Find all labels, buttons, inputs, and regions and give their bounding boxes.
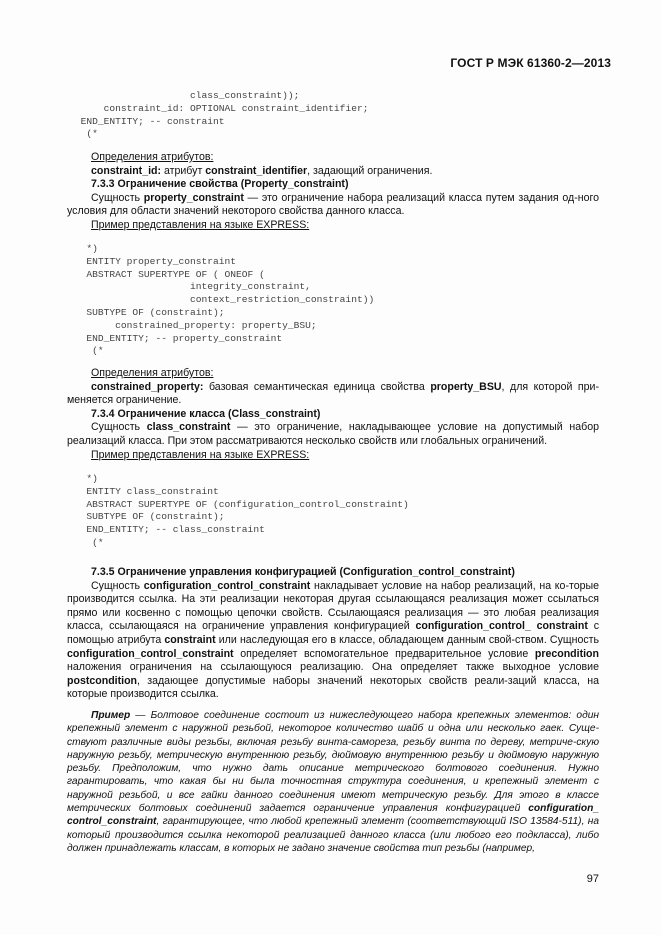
- attributes-block-constraint: [67, 151, 599, 233]
- attr-name: constrained_property:: [91, 380, 204, 393]
- attr-heading: Определения атрибутов:: [91, 367, 214, 379]
- attr-definition: constrained_property: базовая семантическая единица свойства property_BSU, для которой при-меняется ограничение.: [67, 380, 600, 407]
- code-block-class-constraint: *) ENTITY class_constraint ABSTRACT SUPERTYPE OF (configuration_control_constraint) SUBTYPE OF (constraint); END_ENTITY; -- class_constraint (*: [86, 473, 409, 548]
- paragraph-configuration-control-constraint: Сущность configuration_control_constraint накладывает условие на набор реализаций, на ко-торые производится ссылка. На эти реализации некоторая другая ссылающаяся реализация может ссылаться прямо или косвенно с помощью цепочки свойств. Ссылающаяся реализация — это любая реализация класса, ссылающаяся на ограничение управления конфигурацией configuration_control_ constraint с помощью атрибута constraint или наследующая его в классе, обладающем данным свой-ством. Сущность configuration_control_constraint определяет вспомогательное предварительное условие precondition наложения ограничения на ссылающуюся реализацию. Она определяет также выходное условие postcondition, задающее допустимые наборы значений некоторых свойств реали-заций класса, на которые производится ссылка.: [67, 579, 600, 701]
- section-title-7-3-5: 7.3.5 Ограничение управления конфигурацией (Configuration_control_constraint): [91, 566, 515, 578]
- example-label: Пример представления на языке EXPRESS:: [91, 218, 310, 231]
- section-title-7-3-4: 7.3.4 Ограничение класса (Class_constraint): [91, 407, 321, 420]
- example-label: Пример представления на языке EXPRESS:: [91, 448, 310, 461]
- code-block-property-constraint: *) ENTITY property_constraint ABSTRACT SUPERTYPE OF ( ONEOF ( integrity_constraint, context_restriction_constraint)) SUBTYPE OF (constraint); constrained_property: property_BSU; END_ENTITY; -- property_constraint (*: [86, 243, 375, 357]
- page-header: ГОСТ Р МЭК 61360-2—2013: [450, 56, 611, 70]
- attr-definition: constraint_id: атрибут constraint_identifier, задающий ограничения.: [91, 164, 433, 177]
- attr-name: constraint_id:: [91, 164, 162, 177]
- section-configuration-control: [67, 566, 599, 855]
- example-bolted-connection: Пример — Болтовое соединение состоит из нижеследующего набора крепежных элементов: один крепежный элемент с наружной резьбой, некоторое количество шайб и одна или несколько гаек. Суще-ствуют различные виды резьбы, включая резьбу винта-самореза, резьбу винта по дереву, метриче-скую наружную резьбу, метрическую внутреннюю резьбу, дюймовую внутреннюю резьбу и дюймовую наружную резьбу. Предположим, что нужно дать описание метрического болтового соединения. Нужно гарантировать, что какая бы ни была точностная структура соединения, и крепежный элемент с наружной резьбой, и все гайки данного соединения имеют метрическую резьбу. Для этого в классе метрических болтовых соединений задается ограничение управления конфигурацией configuration_ control_constraint, гарантирующее, что любой крепежный элемент (соответствующий ISO 13584-511), на который производится ссылка некоторой реализацией данного класса (или любого его подкласса), либо должен принадлежать классам, в которых не задано значение свойства тип резьбы (например,: [67, 709, 599, 854]
- paragraph-property-constraint: Сущность property_constraint — это ограничение набора реализаций класса путем задания од-ного условия для области значений некоторого свойства данного класса.: [67, 191, 599, 218]
- section-title-7-3-3: 7.3.3 Ограничение свойства (Property_constraint): [91, 178, 349, 191]
- page-number: 97: [586, 873, 599, 885]
- attributes-block-property-constraint: [67, 367, 599, 462]
- paragraph-class-constraint: Сущность class_constraint — это ограничение, накладывающее условие на допустимый набор реализаций класса. При этом рассматриваются несколько свойств или глобальных ограничений.: [67, 421, 599, 447]
- code-block-constraint: class_constraint)); constraint_id: OPTIONAL constraint_identifier; END_ENTITY; -- constraint (*: [80, 90, 369, 140]
- attr-heading: Определения атрибутов:: [91, 151, 214, 163]
